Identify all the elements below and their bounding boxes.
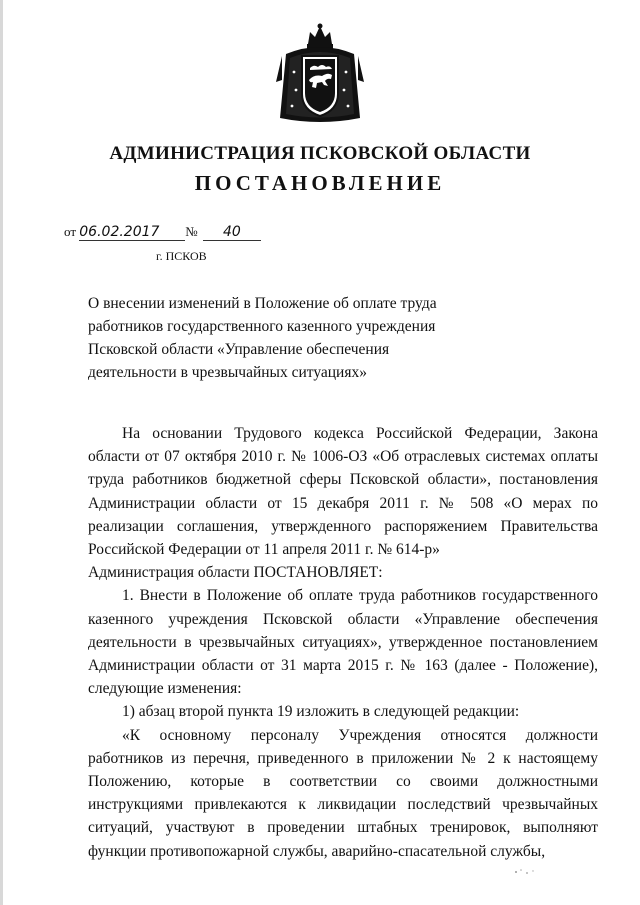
subject-line: Псковской области «Управление обеспечения — [88, 341, 390, 358]
subitem-1-paragraph: 1) абзац второй пункта 19 изложить в следующей редакции: — [122, 703, 520, 721]
subject-line: О внесении изменений в Положение об оплате труда — [88, 295, 437, 312]
document-body — [88, 422, 598, 863]
subject-line: работников государственного казенного учреждения — [88, 318, 436, 335]
number-label: № — [185, 224, 198, 239]
registration-line — [64, 224, 261, 241]
document-number: 40 — [203, 224, 261, 241]
organization-name: АДМИНИСТРАЦИЯ ПСКОВСКОЙ ОБЛАСТИ — [109, 143, 531, 164]
preamble-paragraph: На основании Трудового кодекса Российской Федерации, Закона области от 07 октября 2010 г. № 1006-ОЗ «Об отраслевых системах оплаты труда работников бюджетной сферы Псковской области», постановления Администрации области от 15 декабря 2011 г. № 508 «О мерах по реализации соглашения, утвержденного распоряжением Правительства Российской Федерации от 11 апреля 2011 г. № 614-р» — [88, 425, 598, 559]
resolution-phrase: Администрация области ПОСТАНОВЛЯЕТ: — [88, 564, 383, 582]
document-type: ПОСТАНОВЛЕНИЕ — [194, 171, 446, 195]
city: г. ПСКОВ — [156, 249, 207, 263]
subject-line: деятельности в чрезвычайных ситуациях» — [88, 364, 367, 381]
coat-of-arms-icon — [272, 22, 368, 126]
item-1-paragraph: 1. Внести в Положение об оплате труда работников государственного казенного учреждения Псковской области «Управление обеспечения деятельности в чрезвычайных ситуациях», утвержденное постановлением Администрации области от 31 марта 2015 г. № 163 (далее - Положение), следующие изменения: — [88, 587, 598, 698]
document-subject — [88, 292, 507, 384]
scan-edge — [0, 0, 3, 905]
document-date: 06.02.2017 — [79, 224, 185, 241]
quoted-text-paragraph: «К основному персоналу Учреждения относятся должности работников из перечня, приведенного в приложении № 2 к настоящему Положению, которые в соответствии со своими должностными инструкциями привлекаются к ликвидации последствий чрезвычайных ситуаций, участвуют в проведении штабных тренировок, выполняют функции противопожарной службы, аварийно-спасательной службы, — [88, 726, 598, 860]
date-prefix: от — [64, 224, 77, 239]
scan-artifact — [512, 864, 540, 878]
